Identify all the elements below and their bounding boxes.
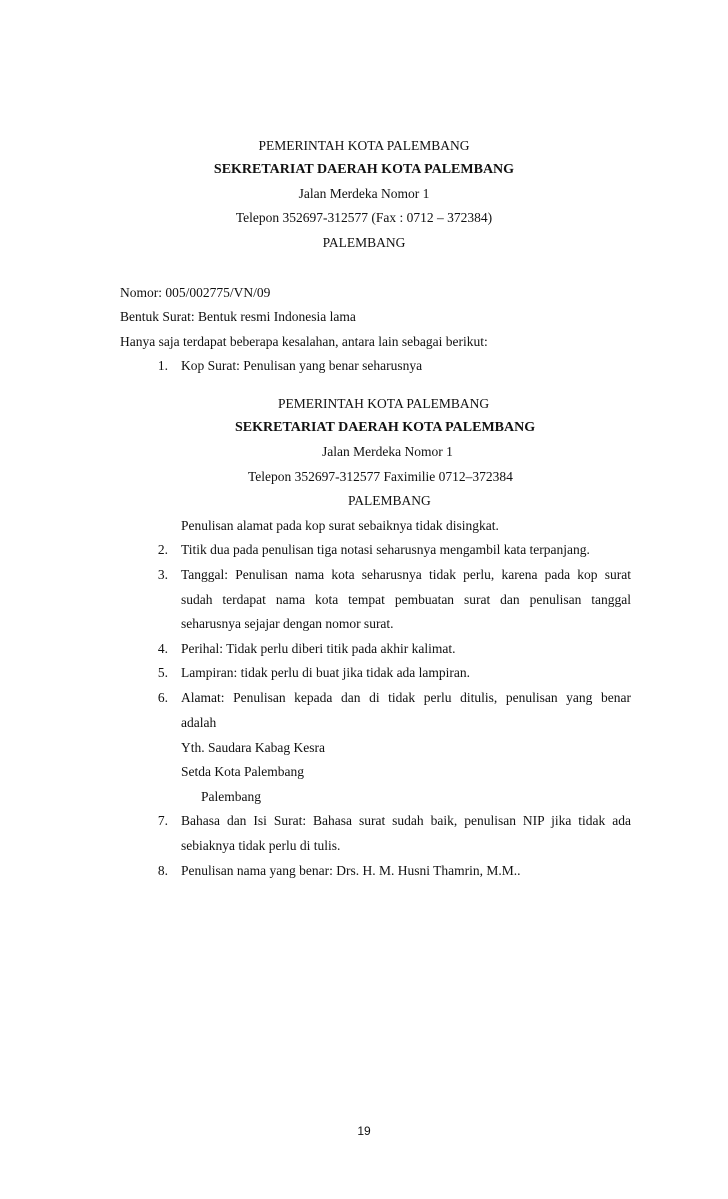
item1-note: Penulisan alamat pada kop surat sebaiknya tidak disingkat. (181, 518, 499, 533)
item6-number: 6. (157, 690, 168, 705)
item3-number: 3. (157, 567, 168, 582)
item3-line3: seharusnya sejajar dengan nomor surat. (181, 616, 394, 631)
item5-number: 5. (157, 665, 168, 680)
header1-line1: PEMERINTAH KOTA PALEMBANG (258, 138, 470, 153)
item1-number: 1. (157, 358, 168, 373)
header1-line2: SEKRETARIAT DAERAH KOTA PALEMBANG (213, 162, 515, 177)
item7-line1: Bahasa dan Isi Surat: Bahasa surat sudah baik, penulisan NIP jika tidak ada (181, 813, 631, 828)
header2-line1: PEMERINTAH KOTA PALEMBANG (278, 396, 490, 411)
item6-line2: adalah (181, 715, 217, 730)
item7-line2: sebiaknya tidak perlu di tulis. (181, 838, 341, 853)
intro-line: Hanya saja terdapat beberapa kesalahan, antara lain sebagai berikut: (120, 334, 488, 349)
item5-text: Lampiran: tidak perlu di buat jika tidak ada lampiran. (181, 665, 471, 680)
item4-number: 4. (157, 641, 168, 656)
item2-text: Titik dua pada penulisan tiga notasi seharusnya mengambil kata terpanjang. (181, 542, 590, 557)
item8-text: Penulisan nama yang benar: Drs. H. M. Husni Thamrin, M.M.. (181, 863, 521, 878)
item6-line4: Setda Kota Palembang (181, 764, 304, 779)
item6-line1: Alamat: Penulisan kepada dan di tidak perlu ditulis, penulisan yang benar (181, 690, 631, 705)
page-number: 19 (357, 1124, 371, 1138)
bentuk-surat-line: Bentuk Surat: Bentuk resmi Indonesia lama (120, 309, 356, 324)
nomor-line: Nomor: 005/002775/VN/09 (120, 285, 271, 300)
item3-line2: sudah terdapat nama kota tempat pembuatan surat dan penulisan tanggal (181, 592, 631, 607)
item6-line5: Palembang (201, 789, 261, 804)
header2-line4: Telepon 352697-312577 Faximilie 0712–372384 (248, 469, 513, 484)
header1-line4: Telepon 352697-312577 (Fax : 0712 – 372384) (235, 210, 493, 225)
header2-line5: PALEMBANG (348, 493, 431, 508)
item3-line1: Tanggal: Penulisan nama kota seharusnya tidak perlu, karena pada kop surat (181, 567, 631, 582)
header2-line2: SEKRETARIAT DAERAH KOTA PALEMBANG (235, 420, 536, 435)
header1-line3: Jalan Merdeka Nomor 1 (298, 186, 430, 201)
item4-text: Perihal: Tidak perlu diberi titik pada akhir kalimat. (181, 641, 456, 656)
header1-line5: PALEMBANG (322, 235, 406, 250)
item6-line3: Yth. Saudara Kabag Kesra (181, 740, 325, 755)
item7-number: 7. (157, 813, 168, 828)
item1-text: Kop Surat: Penulisan yang benar seharusnya (181, 358, 423, 373)
header2-line3: Jalan Merdeka Nomor 1 (322, 444, 453, 459)
item8-number: 8. (157, 863, 168, 878)
item2-number: 2. (157, 542, 168, 557)
